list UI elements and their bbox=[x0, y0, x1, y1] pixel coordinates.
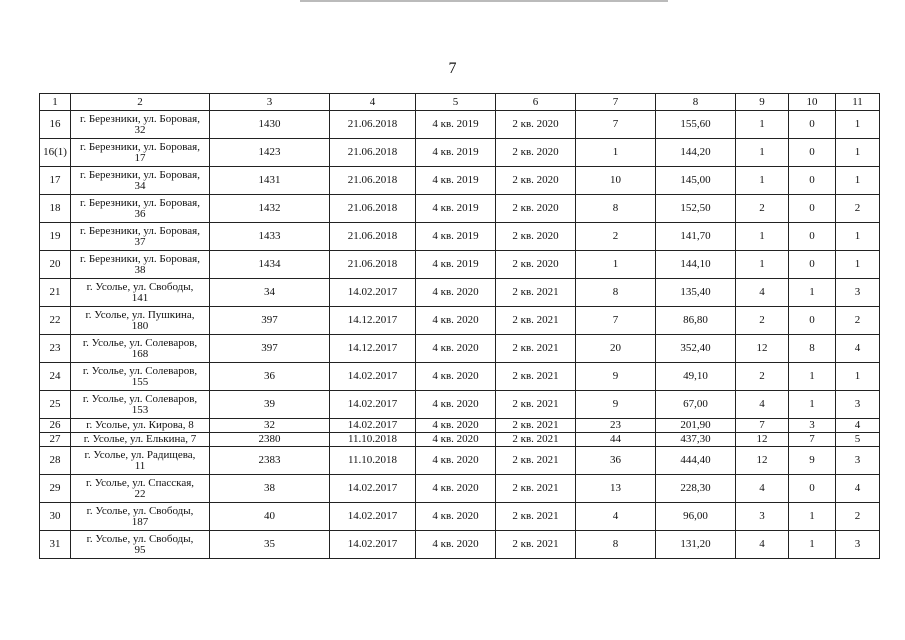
registry-number-cell: 1433 bbox=[210, 223, 330, 251]
count-cell: 9 bbox=[576, 391, 656, 419]
col9-cell: 1 bbox=[736, 139, 789, 167]
col11-cell: 3 bbox=[836, 279, 880, 307]
col9-cell: 3 bbox=[736, 503, 789, 531]
start-quarter-cell: 4 кв. 2020 bbox=[416, 433, 496, 447]
registry-number-cell: 1434 bbox=[210, 251, 330, 279]
col10-cell: 8 bbox=[789, 335, 836, 363]
date-cell: 21.06.2018 bbox=[330, 251, 416, 279]
table-row bbox=[40, 279, 880, 307]
row-number-cell: 16 bbox=[40, 111, 71, 139]
count-cell: 9 bbox=[576, 363, 656, 391]
col10-cell: 0 bbox=[789, 251, 836, 279]
row-number-cell: 22 bbox=[40, 307, 71, 335]
scan-top-rule bbox=[300, 0, 668, 2]
date-cell: 14.12.2017 bbox=[330, 307, 416, 335]
end-quarter-cell: 2 кв. 2021 bbox=[496, 503, 576, 531]
col11-cell: 4 bbox=[836, 475, 880, 503]
address-cell: г. Березники, ул. Боровая, 36 bbox=[71, 195, 210, 223]
col11-cell: 1 bbox=[836, 363, 880, 391]
table-row bbox=[40, 139, 880, 167]
column-header: 2 bbox=[71, 94, 210, 111]
registry-number-cell: 1423 bbox=[210, 139, 330, 167]
row-number-cell: 19 bbox=[40, 223, 71, 251]
date-cell: 21.06.2018 bbox=[330, 111, 416, 139]
count-cell: 44 bbox=[576, 433, 656, 447]
col10-cell: 0 bbox=[789, 223, 836, 251]
col10-cell: 0 bbox=[789, 139, 836, 167]
area-cell: 144,20 bbox=[656, 139, 736, 167]
address-cell: г. Усолье, ул. Свободы, 141 bbox=[71, 279, 210, 307]
count-cell: 10 bbox=[576, 167, 656, 195]
row-number-cell: 30 bbox=[40, 503, 71, 531]
area-cell: 67,00 bbox=[656, 391, 736, 419]
col11-cell: 3 bbox=[836, 447, 880, 475]
end-quarter-cell: 2 кв. 2021 bbox=[496, 531, 576, 559]
col9-cell: 4 bbox=[736, 531, 789, 559]
row-number-cell: 17 bbox=[40, 167, 71, 195]
table-row bbox=[40, 167, 880, 195]
count-cell: 8 bbox=[576, 279, 656, 307]
area-cell: 135,40 bbox=[656, 279, 736, 307]
col9-cell: 7 bbox=[736, 419, 789, 433]
col9-cell: 4 bbox=[736, 391, 789, 419]
registry-number-cell: 38 bbox=[210, 475, 330, 503]
table-row bbox=[40, 251, 880, 279]
end-quarter-cell: 2 кв. 2020 bbox=[496, 111, 576, 139]
col9-cell: 12 bbox=[736, 447, 789, 475]
registry-number-cell: 39 bbox=[210, 391, 330, 419]
date-cell: 21.06.2018 bbox=[330, 223, 416, 251]
count-cell: 4 bbox=[576, 503, 656, 531]
end-quarter-cell: 2 кв. 2020 bbox=[496, 195, 576, 223]
col11-cell: 4 bbox=[836, 335, 880, 363]
area-cell: 152,50 bbox=[656, 195, 736, 223]
column-header: 4 bbox=[330, 94, 416, 111]
registry-number-cell: 1431 bbox=[210, 167, 330, 195]
page-number: 7 bbox=[448, 60, 457, 77]
col11-cell: 4 bbox=[836, 419, 880, 433]
col10-cell: 1 bbox=[789, 391, 836, 419]
end-quarter-cell: 2 кв. 2020 bbox=[496, 251, 576, 279]
start-quarter-cell: 4 кв. 2019 bbox=[416, 195, 496, 223]
table-row bbox=[40, 363, 880, 391]
start-quarter-cell: 4 кв. 2020 bbox=[416, 279, 496, 307]
count-cell: 8 bbox=[576, 195, 656, 223]
table-row bbox=[40, 111, 880, 139]
col9-cell: 4 bbox=[736, 475, 789, 503]
col10-cell: 9 bbox=[789, 447, 836, 475]
area-cell: 352,40 bbox=[656, 335, 736, 363]
area-cell: 201,90 bbox=[656, 419, 736, 433]
date-cell: 14.02.2017 bbox=[330, 391, 416, 419]
address-cell: г. Усолье, ул. Елькина, 7 bbox=[71, 433, 210, 447]
count-cell: 1 bbox=[576, 139, 656, 167]
area-cell: 96,00 bbox=[656, 503, 736, 531]
column-header: 7 bbox=[576, 94, 656, 111]
header-row bbox=[40, 94, 880, 111]
address-cell: г. Усолье, ул. Солеваров, 153 bbox=[71, 391, 210, 419]
count-cell: 2 bbox=[576, 223, 656, 251]
row-number-cell: 20 bbox=[40, 251, 71, 279]
row-number-cell: 28 bbox=[40, 447, 71, 475]
col10-cell: 0 bbox=[789, 475, 836, 503]
date-cell: 14.02.2017 bbox=[330, 531, 416, 559]
col10-cell: 0 bbox=[789, 307, 836, 335]
col11-cell: 1 bbox=[836, 111, 880, 139]
address-cell: г. Усолье, ул. Солеваров, 168 bbox=[71, 335, 210, 363]
address-cell: г. Березники, ул. Боровая, 17 bbox=[71, 139, 210, 167]
column-header: 6 bbox=[496, 94, 576, 111]
start-quarter-cell: 4 кв. 2020 bbox=[416, 335, 496, 363]
col10-cell: 0 bbox=[789, 195, 836, 223]
count-cell: 7 bbox=[576, 111, 656, 139]
date-cell: 11.10.2018 bbox=[330, 433, 416, 447]
start-quarter-cell: 4 кв. 2020 bbox=[416, 419, 496, 433]
date-cell: 14.02.2017 bbox=[330, 419, 416, 433]
start-quarter-cell: 4 кв. 2019 bbox=[416, 223, 496, 251]
registry-number-cell: 1430 bbox=[210, 111, 330, 139]
column-header: 11 bbox=[836, 94, 880, 111]
table-row bbox=[40, 335, 880, 363]
date-cell: 21.06.2018 bbox=[330, 167, 416, 195]
row-number-cell: 24 bbox=[40, 363, 71, 391]
col9-cell: 4 bbox=[736, 279, 789, 307]
end-quarter-cell: 2 кв. 2020 bbox=[496, 139, 576, 167]
column-header: 10 bbox=[789, 94, 836, 111]
start-quarter-cell: 4 кв. 2020 bbox=[416, 531, 496, 559]
col11-cell: 2 bbox=[836, 503, 880, 531]
area-cell: 145,00 bbox=[656, 167, 736, 195]
area-cell: 444,40 bbox=[656, 447, 736, 475]
table-row bbox=[40, 475, 880, 503]
end-quarter-cell: 2 кв. 2021 bbox=[496, 279, 576, 307]
end-quarter-cell: 2 кв. 2020 bbox=[496, 223, 576, 251]
col10-cell: 7 bbox=[789, 433, 836, 447]
col9-cell: 12 bbox=[736, 335, 789, 363]
row-number-cell: 27 bbox=[40, 433, 71, 447]
col11-cell: 5 bbox=[836, 433, 880, 447]
date-cell: 14.02.2017 bbox=[330, 279, 416, 307]
col9-cell: 2 bbox=[736, 307, 789, 335]
col11-cell: 1 bbox=[836, 167, 880, 195]
col11-cell: 1 bbox=[836, 223, 880, 251]
row-number-cell: 23 bbox=[40, 335, 71, 363]
table-row bbox=[40, 447, 880, 475]
count-cell: 7 bbox=[576, 307, 656, 335]
col11-cell: 1 bbox=[836, 251, 880, 279]
col11-cell: 3 bbox=[836, 531, 880, 559]
date-cell: 11.10.2018 bbox=[330, 447, 416, 475]
address-cell: г. Усолье, ул. Кирова, 8 bbox=[71, 419, 210, 433]
address-cell: г. Усолье, ул. Пушкина, 180 bbox=[71, 307, 210, 335]
table-row bbox=[40, 531, 880, 559]
start-quarter-cell: 4 кв. 2020 bbox=[416, 475, 496, 503]
count-cell: 1 bbox=[576, 251, 656, 279]
row-number-cell: 29 bbox=[40, 475, 71, 503]
date-cell: 14.02.2017 bbox=[330, 475, 416, 503]
column-header: 8 bbox=[656, 94, 736, 111]
date-cell: 14.02.2017 bbox=[330, 503, 416, 531]
registry-number-cell: 397 bbox=[210, 335, 330, 363]
table-row bbox=[40, 307, 880, 335]
start-quarter-cell: 4 кв. 2020 bbox=[416, 391, 496, 419]
column-header: 9 bbox=[736, 94, 789, 111]
registry-number-cell: 34 bbox=[210, 279, 330, 307]
area-cell: 228,30 bbox=[656, 475, 736, 503]
registry-number-cell: 40 bbox=[210, 503, 330, 531]
col10-cell: 1 bbox=[789, 503, 836, 531]
address-cell: г. Березники, ул. Боровая, 32 bbox=[71, 111, 210, 139]
end-quarter-cell: 2 кв. 2021 bbox=[496, 419, 576, 433]
date-cell: 14.02.2017 bbox=[330, 363, 416, 391]
date-cell: 21.06.2018 bbox=[330, 139, 416, 167]
end-quarter-cell: 2 кв. 2021 bbox=[496, 391, 576, 419]
start-quarter-cell: 4 кв. 2019 bbox=[416, 251, 496, 279]
date-cell: 14.12.2017 bbox=[330, 335, 416, 363]
table-row bbox=[40, 419, 880, 433]
end-quarter-cell: 2 кв. 2020 bbox=[496, 167, 576, 195]
registry-number-cell: 2380 bbox=[210, 433, 330, 447]
start-quarter-cell: 4 кв. 2019 bbox=[416, 139, 496, 167]
start-quarter-cell: 4 кв. 2019 bbox=[416, 111, 496, 139]
registry-number-cell: 1432 bbox=[210, 195, 330, 223]
start-quarter-cell: 4 кв. 2020 bbox=[416, 363, 496, 391]
end-quarter-cell: 2 кв. 2021 bbox=[496, 363, 576, 391]
address-cell: г. Усолье, ул. Свободы, 187 bbox=[71, 503, 210, 531]
column-header: 5 bbox=[416, 94, 496, 111]
area-cell: 155,60 bbox=[656, 111, 736, 139]
start-quarter-cell: 4 кв. 2020 bbox=[416, 503, 496, 531]
column-header: 1 bbox=[40, 94, 71, 111]
col11-cell: 1 bbox=[836, 139, 880, 167]
address-cell: г. Березники, ул. Боровая, 38 bbox=[71, 251, 210, 279]
address-cell: г. Березники, ул. Боровая, 34 bbox=[71, 167, 210, 195]
area-cell: 141,70 bbox=[656, 223, 736, 251]
registry-number-cell: 2383 bbox=[210, 447, 330, 475]
registry-number-cell: 36 bbox=[210, 363, 330, 391]
col9-cell: 12 bbox=[736, 433, 789, 447]
table-row bbox=[40, 433, 880, 447]
table-row bbox=[40, 391, 880, 419]
address-cell: г. Усолье, ул. Свободы, 95 bbox=[71, 531, 210, 559]
register-table bbox=[39, 93, 880, 559]
row-number-cell: 21 bbox=[40, 279, 71, 307]
end-quarter-cell: 2 кв. 2021 bbox=[496, 307, 576, 335]
col10-cell: 0 bbox=[789, 111, 836, 139]
col11-cell: 2 bbox=[836, 195, 880, 223]
row-number-cell: 25 bbox=[40, 391, 71, 419]
count-cell: 20 bbox=[576, 335, 656, 363]
row-number-cell: 31 bbox=[40, 531, 71, 559]
address-cell: г. Усолье, ул. Солеваров, 155 bbox=[71, 363, 210, 391]
count-cell: 8 bbox=[576, 531, 656, 559]
col10-cell: 0 bbox=[789, 167, 836, 195]
row-number-cell: 16(1) bbox=[40, 139, 71, 167]
area-cell: 49,10 bbox=[656, 363, 736, 391]
end-quarter-cell: 2 кв. 2021 bbox=[496, 475, 576, 503]
col11-cell: 2 bbox=[836, 307, 880, 335]
col9-cell: 2 bbox=[736, 363, 789, 391]
table-row bbox=[40, 195, 880, 223]
registry-number-cell: 35 bbox=[210, 531, 330, 559]
col9-cell: 2 bbox=[736, 195, 789, 223]
start-quarter-cell: 4 кв. 2020 bbox=[416, 307, 496, 335]
registry-number-cell: 397 bbox=[210, 307, 330, 335]
date-cell: 21.06.2018 bbox=[330, 195, 416, 223]
col9-cell: 1 bbox=[736, 223, 789, 251]
col10-cell: 1 bbox=[789, 363, 836, 391]
address-cell: г. Березники, ул. Боровая, 37 bbox=[71, 223, 210, 251]
row-number-cell: 26 bbox=[40, 419, 71, 433]
count-cell: 23 bbox=[576, 419, 656, 433]
count-cell: 13 bbox=[576, 475, 656, 503]
col9-cell: 1 bbox=[736, 167, 789, 195]
area-cell: 144,10 bbox=[656, 251, 736, 279]
area-cell: 86,80 bbox=[656, 307, 736, 335]
end-quarter-cell: 2 кв. 2021 bbox=[496, 433, 576, 447]
column-header: 3 bbox=[210, 94, 330, 111]
col9-cell: 1 bbox=[736, 251, 789, 279]
col10-cell: 1 bbox=[789, 279, 836, 307]
area-cell: 437,30 bbox=[656, 433, 736, 447]
col9-cell: 1 bbox=[736, 111, 789, 139]
address-cell: г. Усолье, ул. Радищева, 11 bbox=[71, 447, 210, 475]
col10-cell: 1 bbox=[789, 531, 836, 559]
address-cell: г. Усолье, ул. Спасская, 22 bbox=[71, 475, 210, 503]
start-quarter-cell: 4 кв. 2020 bbox=[416, 447, 496, 475]
table-row bbox=[40, 223, 880, 251]
start-quarter-cell: 4 кв. 2019 bbox=[416, 167, 496, 195]
col10-cell: 3 bbox=[789, 419, 836, 433]
table-body bbox=[40, 111, 880, 559]
end-quarter-cell: 2 кв. 2021 bbox=[496, 335, 576, 363]
row-number-cell: 18 bbox=[40, 195, 71, 223]
end-quarter-cell: 2 кв. 2021 bbox=[496, 447, 576, 475]
table-row bbox=[40, 503, 880, 531]
count-cell: 36 bbox=[576, 447, 656, 475]
col11-cell: 3 bbox=[836, 391, 880, 419]
registry-number-cell: 32 bbox=[210, 419, 330, 433]
area-cell: 131,20 bbox=[656, 531, 736, 559]
